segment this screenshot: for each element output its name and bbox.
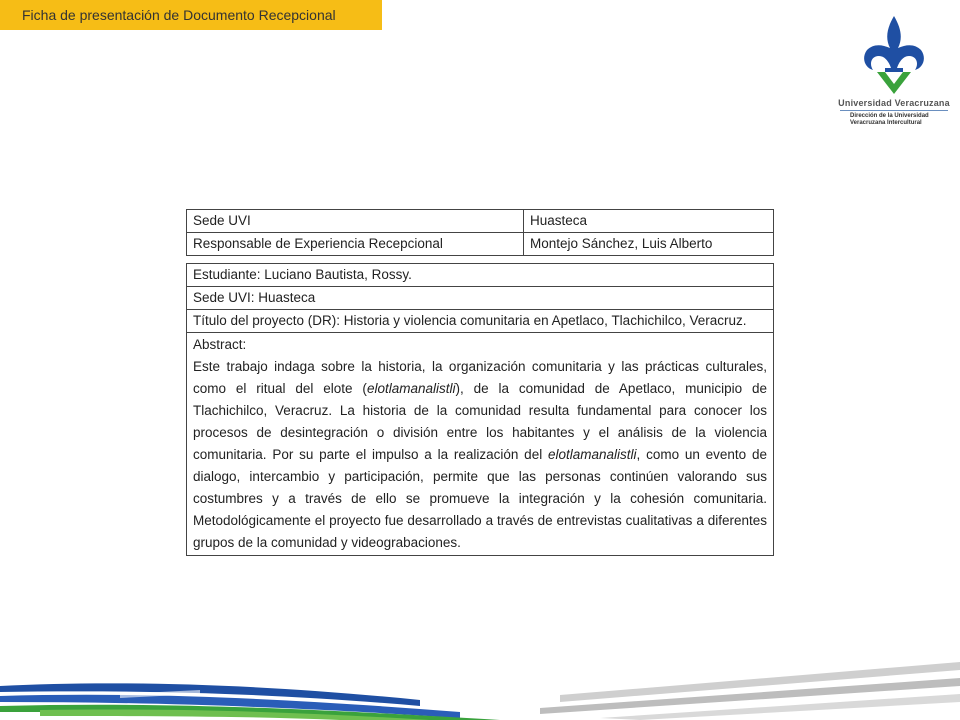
abstract-term-1: elotlamanalistli [366, 381, 456, 396]
sede-value: Huasteca [524, 210, 774, 233]
metadata-table [186, 209, 774, 256]
abstract-part-3: , como un evento de dialogo, intercambio y participación, permite que las personas continúen valorando sus costumbres y a través de ello se promueve la integración y la cohesión comunitaria. Metodológicamente el proyecto fue desarrollado a través de entrevistas cualitativas a diferentes grupos de la comunidad y videograbaciones. [193, 447, 767, 550]
document-title-banner: Ficha de presentación de Documento Recepcional [0, 0, 382, 30]
abstract-part-2: ), de la comunidad de Apetlaco, municipio de Tlachichilco, Veracruz. La historia de la comunidad resulta fundamental para conocer los procesos de desintegración o división entre los habitantes y el análisis de la violencia comunitaria. Por su parte el impulso a la realización del [193, 381, 768, 462]
abstract-term-2: elotlamanalistli [547, 447, 637, 462]
sede-cell: Sede UVI: Huasteca [187, 287, 774, 310]
table-row [187, 264, 774, 287]
fleur-de-lis-icon [857, 14, 931, 96]
table-row [187, 310, 774, 333]
table-row [187, 287, 774, 310]
responsable-value: Montejo Sánchez, Luis Alberto [524, 233, 774, 256]
abstract-cell [187, 333, 774, 556]
table-row [187, 333, 774, 556]
abstract-label: Abstract: [193, 337, 247, 352]
logo-divider [840, 110, 948, 111]
sede-label: Sede UVI [187, 210, 524, 233]
table-row [187, 210, 774, 233]
university-logo [836, 14, 952, 127]
university-name: Universidad Veracruzana [838, 98, 950, 108]
logo-subtitle-1: Dirección de la Universidad [850, 113, 929, 119]
logo-subtitle-2: Veracruzana Intercultural [850, 120, 922, 126]
responsable-label: Responsable de Experiencia Recepcional [187, 233, 524, 256]
decorative-footer-stripes [0, 650, 960, 720]
student-cell: Estudiante: Luciano Bautista, Rossy. [187, 264, 774, 287]
project-title-cell: Título del proyecto (DR): Historia y violencia comunitaria en Apetlaco, Tlachichilco, Veracruz. [187, 310, 774, 333]
table-row [187, 233, 774, 256]
project-info-table [186, 263, 774, 556]
abstract-part-1: Este trabajo indaga sobre la historia, la organización comunitaria y las prácticas culturales, como el ritual del elote ( [193, 359, 767, 396]
abstract-text [193, 356, 767, 554]
